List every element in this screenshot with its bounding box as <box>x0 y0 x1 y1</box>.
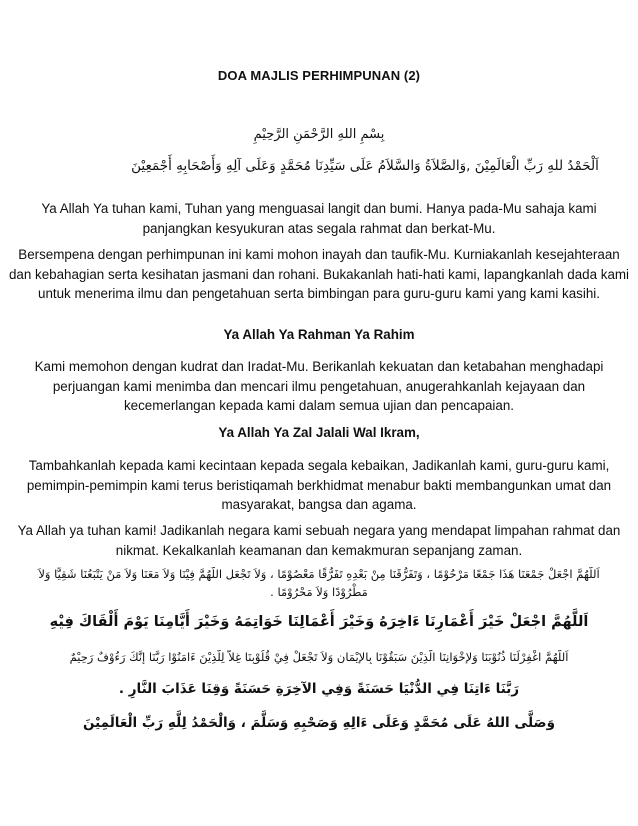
arabic-doa-4: رَبَّنَا ءَاتِنَا فِي الدُّنْيَا حَسَنَةً وَفِي الآخِرَةِ حَسَنَةً وَقِنَا عَذَابَ النَّارِ . <box>118 681 520 697</box>
arabic-doa-1-line-1: اَللَّهُمَّ اجْعَلْ جَمْعَنَا هَذَا جَمْعًا مَرْحُوْمًا ، وَتَفَرُّقَنَا مِنْ بَعْدِهِ تَفَرُّقًا مَعْصُوْمًا ، وَلاَ تَجْعَلِ اللَّهُمَّ فِيْنَا وَلاَ مَعَنَا وَلاَ مَنْ يَتْبَعُنَا شَقِيًّا وَلاَ <box>38 567 600 581</box>
heading-zal-jalali: Ya Allah Ya Zal Jalali Wal Ikram, <box>218 425 420 440</box>
paragraph-4: Tambahkanlah kepada kami kecintaan kepada segala kebaikan, Jadikanlah kami, guru-guru kami, pemimpin-pemimpin kami terus beristiqamah berkhidmat menabur bakti membangunkan umat dan masyarakat, bangsa dan agama. <box>26 458 612 513</box>
arabic-doa-5: وَصَلَّى اللهُ عَلَى مُحَمَّدٍ وَعَلَى ءَالِهِ وَصَحْبِهِ وَسَلَّمَ ، وَالْحَمْدُ لِلَّهِ رَبِّ الْعَالَمِيْنَ <box>83 715 555 731</box>
basmalah: بِسْمِ اللهِ الرَّحْمَنِ الرَّحِيْمِ <box>253 127 385 142</box>
paragraph-1: Ya Allah Ya tuhan kami, Tuhan yang menguasai langit dan bumi. Hanya pada-Mu sahaja kami panjangkan kesyukuran atas segala rahmat dan berkat-Mu. <box>41 201 597 236</box>
arabic-doa-3: اَللَّهُمَّ اغْفِرْلَنَا ذُنُوْبَنَا وَلإِخْوَانِنَا الَّذِيْنَ سَبَقُوْنَا بِالإِيْمَانِ وَلاَ تَجْعَلْ فِيْ قُلُوْبِنَا غِلاًّ لِلَّذِيْنَ ءَامَنُوْا رَبَّنَا إِنَّكَ رَءُوْفٌ رَحِيْمٌ <box>69 650 569 664</box>
paragraph-3: Kami memohon dengan kudrat dan Iradat-Mu. Berikanlah kekuatan dan ketabahan menghadapi perjuangan kami menimba dan mencari ilmu pengetahuan, anugerahkanlah kejayaan dan kecemerlangan kepada kami dalam semua ujian dan pencapaian. <box>34 359 604 414</box>
opening-arabic: اَلْحَمْدُ للهِ رَبِّ الْعَالَمِيْنَ ,وَالصَّلاَةُ وَالسَّلاَمُ عَلَى سَيِّدِنَا مُحَمَّدٍ وَعَلَى آلِهِ وَأَصْحَابِهِ أَجْمَعِيْنَ <box>131 158 599 174</box>
arabic-doa-2: اَللَّهُمَّ اجْعَلْ خَيْرَ أَعْمَارِنَا ءَاخِرَهُ وَخَيْرَ أَعْمَالِنَا خَوَاتِمَهُ وَخَيْرَ أَيَّامِنَا يَوْمَ أَلْقَاكَ فِيْهِ <box>49 614 589 630</box>
heading-rahman-rahim: Ya Allah Ya Rahman Ya Rahim <box>223 327 415 342</box>
paragraph-5: Ya Allah ya tuhan kami! Jadikanlah negara kami sebuah negara yang mendapat limpahan rahmat dan nikmat. Kekalkanlah keamanan dan kemakmuran sepanjang zaman. <box>17 523 621 558</box>
paragraph-2: Bersempena dengan perhimpunan ini kami mohon inayah dan taufik-Mu. Kurniakanlah kesejahteraan dan kebahagian serta kesihatan jasmani dan rohani. Bukakanlah hati-hati kami, lapangkanlah dada kami untuk menerima ilmu dan pengetahuan serta bimbingan para guru-guru kami yang kami kasihi. <box>8 247 630 302</box>
arabic-doa-1-line-2: مَطْرُوْدًا وَلاَ مَحْرُوْمًا . <box>270 585 368 599</box>
document-title: DOA MAJLIS PERHIMPUNAN (2) <box>217 68 421 83</box>
